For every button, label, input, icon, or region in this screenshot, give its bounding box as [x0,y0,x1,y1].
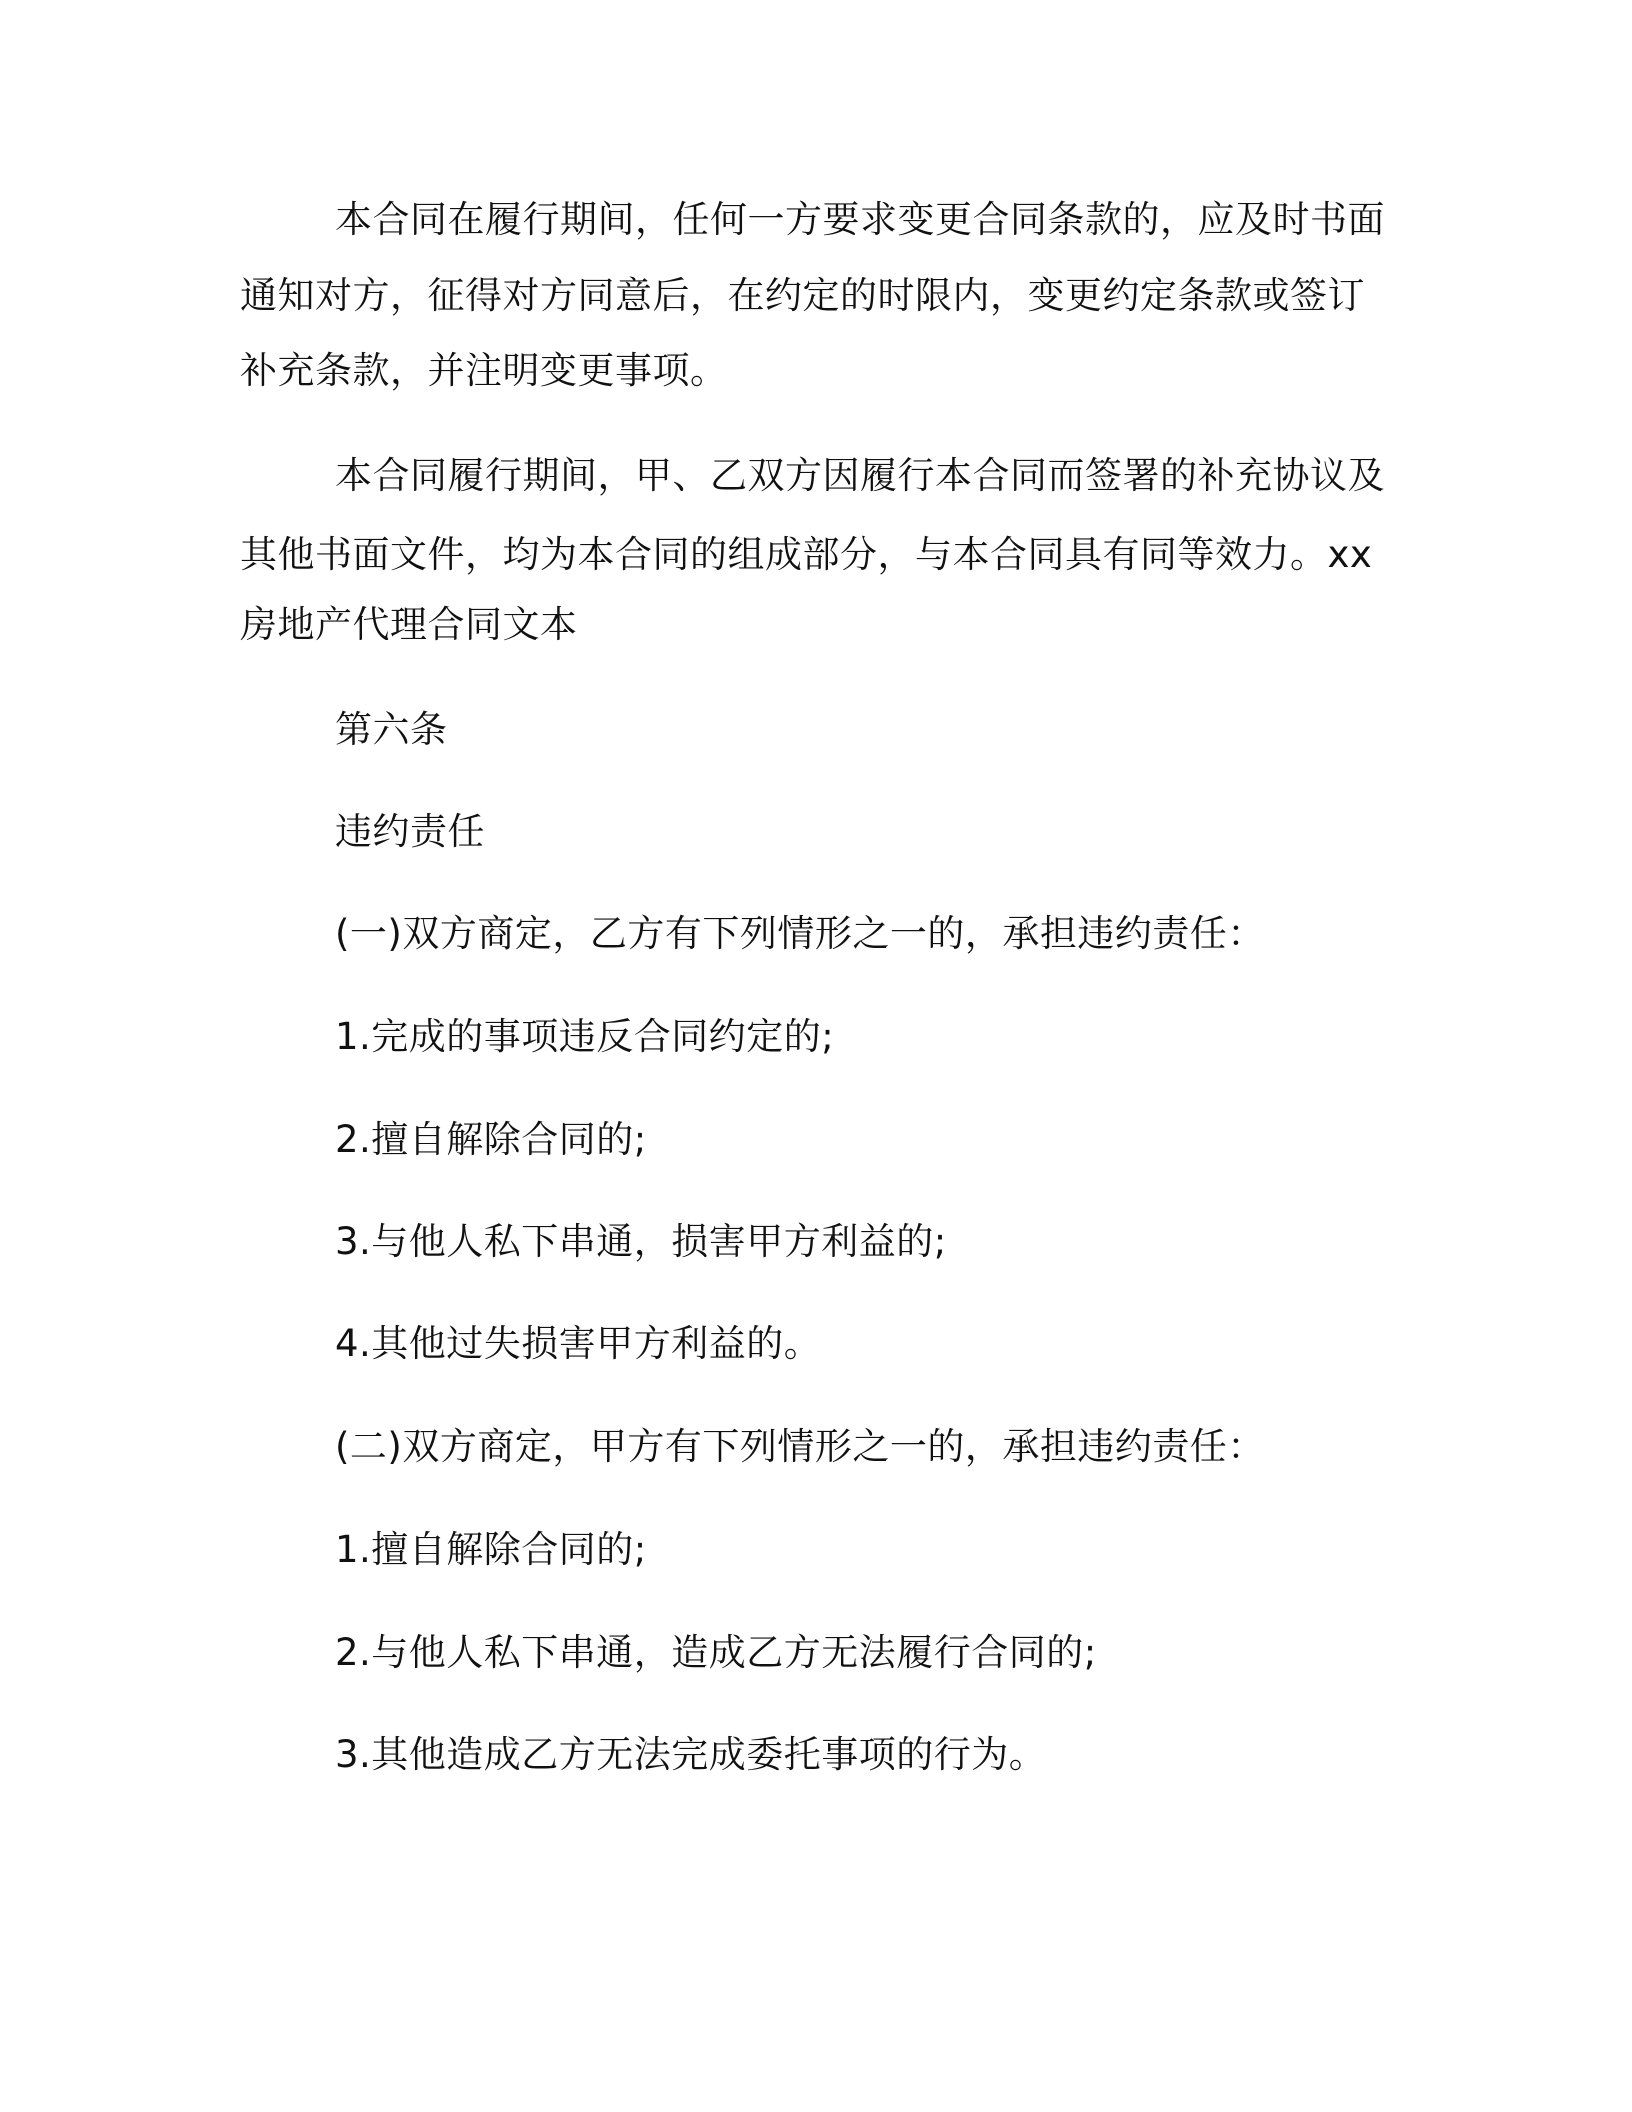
paragraph-line: 本合同履行期间，甲、乙双方因履行本合同而签署的补充协议及 [335,454,1385,497]
paragraph-line: 其他书面文件，均为本合同的组成部分，与本合同具有同等效力。xx [240,533,1373,576]
list-item: 4.其他过失损害甲方利益的。 [335,1322,822,1365]
paragraph-line: 房地产代理合同文本 [240,603,578,646]
section-heading: (二)双方商定，甲方有下列情形之一的，承担违约责任： [335,1425,1265,1468]
article-title: 违约责任 [335,810,485,853]
list-item: 3.其他造成乙方无法完成委托事项的行为。 [335,1733,1047,1776]
section-heading: (一)双方商定，乙方有下列情形之一的，承担违约责任： [335,912,1265,955]
paragraph-line: 本合同在履行期间，任何一方要求变更合同条款的，应及时书面 [335,198,1385,241]
paragraph-line: 通知对方，征得对方同意后，在约定的时限内，变更约定条款或签订 [240,274,1365,317]
list-item: 2.擅自解除合同的; [335,1118,647,1161]
list-item: 2.与他人私下串通，造成乙方无法履行合同的; [335,1631,1097,1674]
list-item: 1.完成的事项违反合同约定的; [335,1015,835,1058]
article-number: 第六条 [335,708,448,751]
list-item: 1.擅自解除合同的; [335,1528,647,1571]
paragraph-line: 补充条款，并注明变更事项。 [240,349,728,392]
list-item: 3.与他人私下串通，损害甲方利益的; [335,1220,947,1263]
